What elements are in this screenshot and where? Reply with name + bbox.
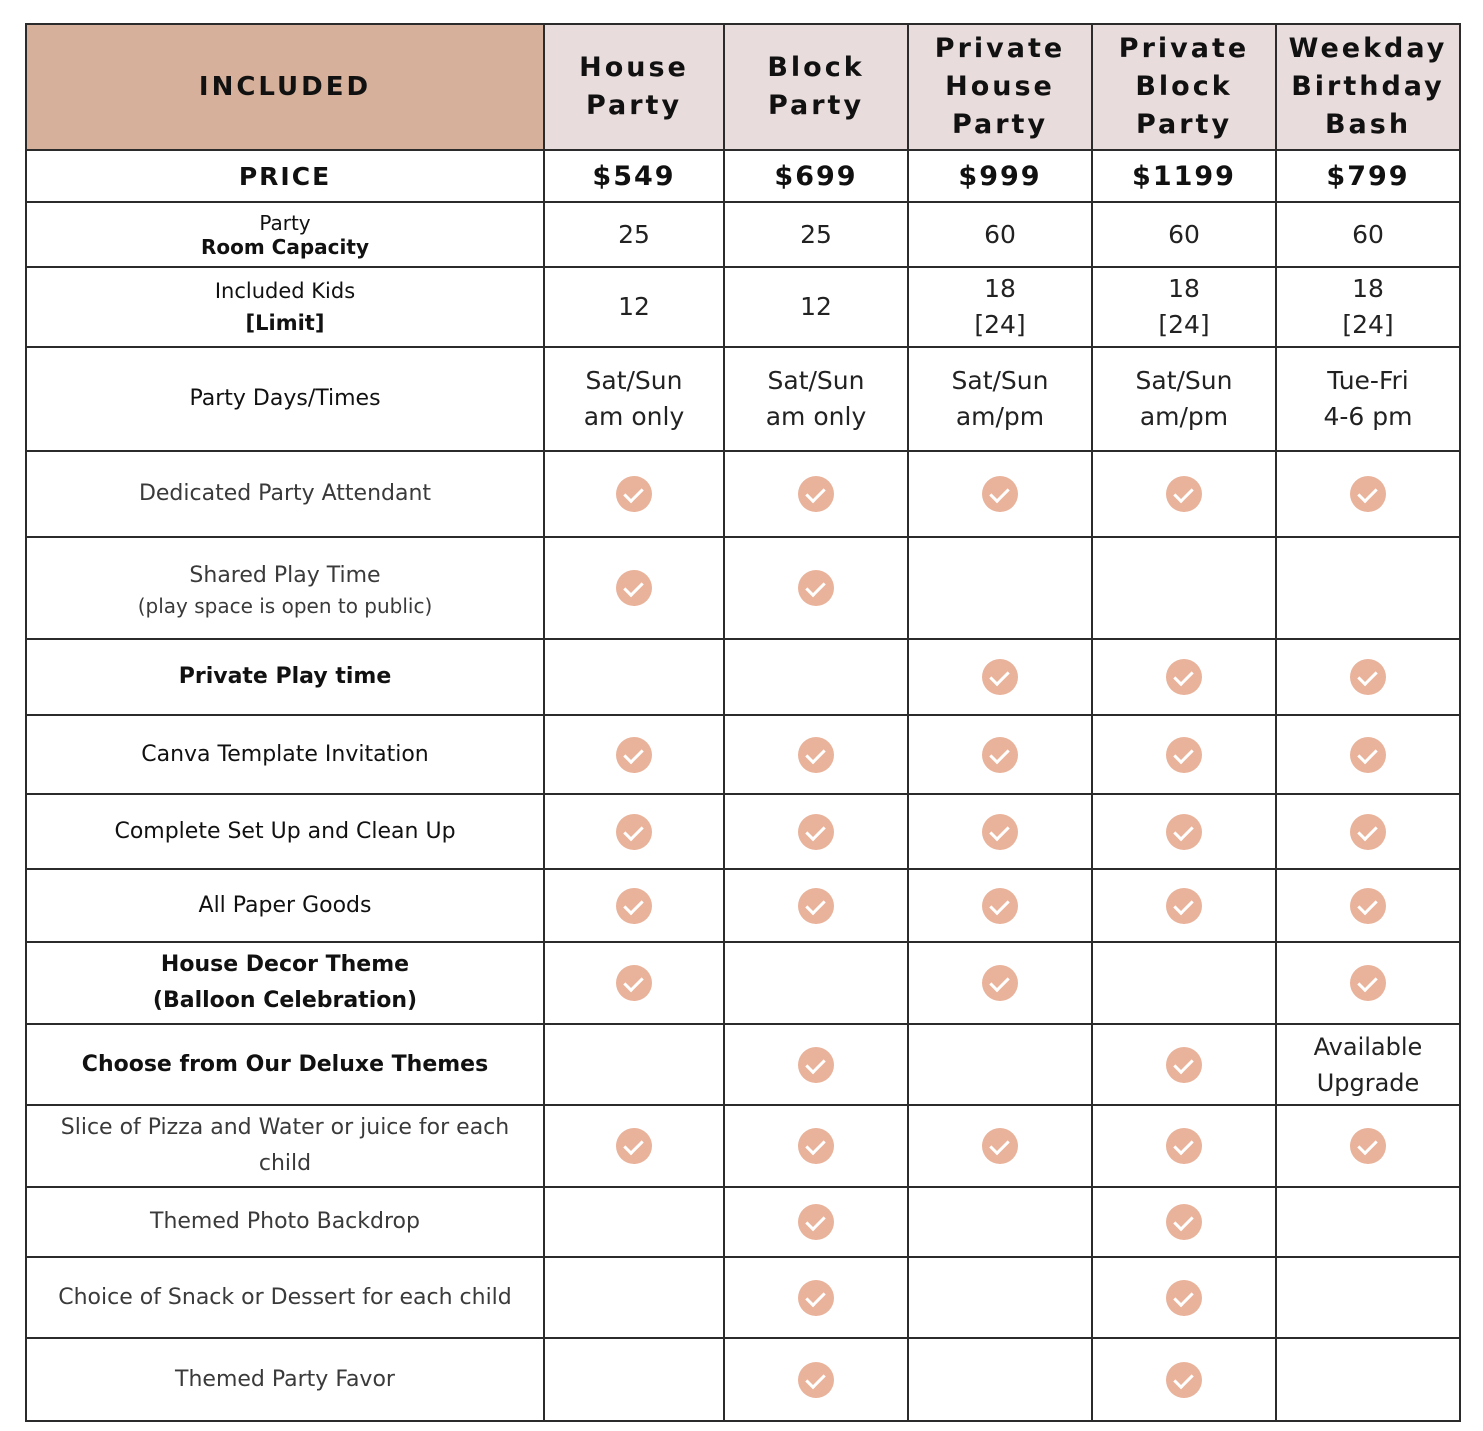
feature-label [26, 942, 544, 1024]
feature-cell [544, 451, 724, 537]
capacity-label-line1: Party [259, 210, 311, 235]
check-circle-icon [616, 965, 652, 1001]
feature-cell [908, 1338, 1092, 1421]
feature-cell [908, 639, 1092, 715]
package-header-line: Private [1118, 33, 1250, 64]
package-header-line: Block [1135, 71, 1233, 102]
capacity-value: 25 [544, 202, 724, 267]
days-value [724, 347, 908, 451]
feature-cell [724, 1338, 908, 1421]
days-value-line: Tue-Fri [1327, 366, 1409, 395]
check-circle-icon [798, 476, 834, 512]
check-circle-icon [798, 1362, 834, 1398]
feature-cell [1092, 942, 1276, 1024]
check-circle-icon [798, 570, 834, 606]
feature-cell [1276, 1338, 1460, 1421]
feature-cell [908, 942, 1092, 1024]
kids-value [1276, 267, 1460, 347]
feature-cell [1092, 639, 1276, 715]
price-label: PRICE [26, 150, 544, 202]
check-circle-icon [1350, 1128, 1386, 1164]
feature-cell [544, 869, 724, 942]
package-header-line: Party [1135, 109, 1233, 140]
kids-value-line: 18 [1168, 274, 1200, 303]
feature-cell [724, 639, 908, 715]
feature-cell [724, 451, 908, 537]
feature-label [26, 639, 544, 715]
check-circle-icon [1350, 476, 1386, 512]
feature-label-line: House Decor Theme [160, 952, 410, 977]
feature-label-line: (play space is open to public) [137, 594, 433, 618]
feature-label [26, 1105, 544, 1187]
feature-row [26, 451, 1460, 537]
kids-value [908, 267, 1092, 347]
feature-cell [1092, 869, 1276, 942]
feature-label [26, 1338, 544, 1421]
days-value [908, 347, 1092, 451]
feature-cell [1092, 1024, 1276, 1105]
package-header-line: Party [767, 90, 865, 121]
package-header-line: Block [767, 52, 865, 83]
package-header-line: Weekday [1288, 33, 1448, 64]
package-header-private-house-party [908, 24, 1092, 150]
feature-cell [1276, 1187, 1460, 1257]
price-value: $999 [908, 150, 1092, 202]
check-circle-icon [798, 1128, 834, 1164]
feature-cell [1092, 537, 1276, 639]
feature-label-line: Choice of Snack or Dessert for each child [58, 1284, 512, 1310]
days-value [1276, 347, 1460, 451]
feature-label [26, 1257, 544, 1338]
feature-cell [1276, 1105, 1460, 1187]
capacity-label [26, 202, 544, 267]
check-circle-icon [1166, 1362, 1202, 1398]
feature-label [26, 1024, 544, 1105]
price-value: $699 [724, 150, 908, 202]
feature-cell [1276, 537, 1460, 639]
days-label: Party Days/Times [26, 347, 544, 451]
check-circle-icon [798, 1047, 834, 1083]
package-header-line: Party [951, 109, 1049, 140]
feature-cell [1276, 451, 1460, 537]
feature-label-line: (Balloon Celebration) [152, 988, 418, 1013]
check-circle-icon [798, 814, 834, 850]
kids-value [724, 267, 908, 347]
check-circle-icon [1350, 814, 1386, 850]
feature-cell [1092, 794, 1276, 869]
capacity-value: 60 [908, 202, 1092, 267]
pricing-comparison-table [25, 23, 1461, 1422]
check-circle-icon [1166, 737, 1202, 773]
table-body [26, 24, 1460, 1421]
feature-row [26, 1105, 1460, 1187]
feature-cell [1276, 639, 1460, 715]
kids-row [26, 267, 1460, 347]
check-circle-icon [982, 1128, 1018, 1164]
feature-cell [908, 869, 1092, 942]
check-circle-icon [1350, 888, 1386, 924]
feature-cell [908, 1105, 1092, 1187]
feature-cell [724, 942, 908, 1024]
package-header-house-party [544, 24, 724, 150]
feature-cell [1092, 715, 1276, 794]
feature-cell [1276, 1257, 1460, 1338]
capacity-row [26, 202, 1460, 267]
kids-value-line: 18 [1352, 274, 1384, 303]
check-circle-icon [982, 814, 1018, 850]
price-value: $1199 [1092, 150, 1276, 202]
feature-cell [724, 1105, 908, 1187]
package-header-line: House [579, 52, 689, 83]
feature-cell [908, 1187, 1092, 1257]
feature-cell [1276, 942, 1460, 1024]
capacity-label-line2: Room Capacity [201, 234, 369, 259]
feature-label [26, 1187, 544, 1257]
check-circle-icon [1166, 1204, 1202, 1240]
check-circle-icon [982, 737, 1018, 773]
feature-label-line: Shared Play Time [189, 563, 381, 588]
days-value [544, 347, 724, 451]
feature-cell [724, 537, 908, 639]
feature-label-line: Themed Party Favor [175, 1366, 395, 1392]
feature-row [26, 942, 1460, 1024]
kids-value-line: 12 [800, 292, 832, 321]
feature-row [26, 1187, 1460, 1257]
feature-cell [1276, 794, 1460, 869]
feature-cell [724, 715, 908, 794]
feature-cell [908, 537, 1092, 639]
feature-cell [1276, 869, 1460, 942]
check-circle-icon [1350, 737, 1386, 773]
feature-label-line: Themed Photo Backdrop [150, 1209, 420, 1234]
feature-cell [1092, 1338, 1276, 1421]
check-circle-icon [616, 737, 652, 773]
check-circle-icon [798, 1280, 834, 1316]
kids-value [544, 267, 724, 347]
feature-cell [724, 869, 908, 942]
feature-row [26, 1024, 1460, 1105]
check-circle-icon [798, 1204, 834, 1240]
feature-cell [724, 794, 908, 869]
check-circle-icon [1166, 814, 1202, 850]
check-circle-icon [1166, 1280, 1202, 1316]
feature-cell [544, 1187, 724, 1257]
feature-row [26, 869, 1460, 942]
feature-row [26, 794, 1460, 869]
feature-label [26, 794, 544, 869]
check-circle-icon [1166, 476, 1202, 512]
kids-value-line: [24] [1158, 310, 1210, 339]
feature-cell [544, 942, 724, 1024]
package-header-line: House [945, 71, 1055, 102]
check-circle-icon [982, 965, 1018, 1001]
capacity-value: 60 [1276, 202, 1460, 267]
feature-label [26, 451, 544, 537]
price-value: $799 [1276, 150, 1460, 202]
check-circle-icon [1166, 1047, 1202, 1083]
days-value-line: am only [583, 402, 685, 431]
feature-label-line: Private Play time [178, 664, 392, 689]
days-value-line: am/pm [1139, 402, 1229, 431]
check-circle-icon [1166, 659, 1202, 695]
feature-cell [908, 451, 1092, 537]
feature-cell [1276, 715, 1460, 794]
check-circle-icon [1166, 888, 1202, 924]
price-value: $549 [544, 150, 724, 202]
feature-cell [908, 1024, 1092, 1105]
feature-note: Available Upgrade [1313, 1032, 1423, 1097]
feature-label-line: Complete Set Up and Clean Up [114, 818, 456, 844]
feature-cell [724, 1257, 908, 1338]
feature-label-line: child [258, 1151, 312, 1176]
feature-label [26, 537, 544, 639]
feature-row [26, 1338, 1460, 1421]
feature-label [26, 869, 544, 942]
package-header-line: Private [934, 33, 1066, 64]
check-circle-icon [1166, 1128, 1202, 1164]
feature-cell [908, 1257, 1092, 1338]
days-value [1092, 347, 1276, 451]
feature-row [26, 715, 1460, 794]
check-circle-icon [616, 888, 652, 924]
check-circle-icon [798, 888, 834, 924]
feature-cell [724, 1024, 908, 1105]
feature-label-line: All Paper Goods [198, 892, 372, 918]
days-value-line: Sat/Sun [951, 366, 1049, 395]
kids-value-line: [24] [1342, 310, 1394, 339]
feature-row [26, 537, 1460, 639]
days-value-line: am only [765, 402, 867, 431]
check-circle-icon [982, 888, 1018, 924]
feature-label [26, 715, 544, 794]
days-value-line: Sat/Sun [1135, 366, 1233, 395]
days-row [26, 347, 1460, 451]
feature-row [26, 639, 1460, 715]
feature-cell [544, 537, 724, 639]
check-circle-icon [798, 737, 834, 773]
feature-row [26, 1257, 1460, 1338]
feature-label-line: Slice of Pizza and Water or juice for each [60, 1115, 510, 1140]
feature-label-line: Dedicated Party Attendant [138, 481, 432, 506]
package-header-private-block-party [1092, 24, 1276, 150]
feature-cell [1092, 1257, 1276, 1338]
price-row [26, 150, 1460, 202]
capacity-value: 60 [1092, 202, 1276, 267]
check-circle-icon [616, 570, 652, 606]
feature-cell [1092, 451, 1276, 537]
package-header-weekday-birthday-bash [1276, 24, 1460, 150]
check-circle-icon [616, 814, 652, 850]
feature-cell [1276, 1024, 1460, 1105]
kids-value-line: [24] [974, 310, 1026, 339]
kids-label-line1: Included Kids [214, 279, 356, 303]
check-circle-icon [616, 1128, 652, 1164]
feature-cell [544, 1257, 724, 1338]
check-circle-icon [1350, 659, 1386, 695]
package-header-block-party [724, 24, 908, 150]
feature-cell [908, 715, 1092, 794]
feature-cell [544, 1024, 724, 1105]
feature-cell [544, 1338, 724, 1421]
days-value-line: 4-6 pm [1323, 402, 1413, 431]
days-value-line: am/pm [955, 402, 1045, 431]
feature-cell [908, 794, 1092, 869]
kids-label [26, 267, 544, 347]
package-header-line: Bash [1324, 109, 1412, 140]
days-value-line: Sat/Sun [767, 366, 865, 395]
feature-cell [1092, 1187, 1276, 1257]
feature-cell [544, 794, 724, 869]
feature-cell [544, 1105, 724, 1187]
feature-cell [544, 639, 724, 715]
feature-label-line: Canva Template Invitation [141, 741, 429, 767]
header-row [26, 24, 1460, 150]
check-circle-icon [982, 476, 1018, 512]
kids-value-line: 12 [618, 292, 650, 321]
days-value-line: Sat/Sun [585, 366, 683, 395]
check-circle-icon [1350, 965, 1386, 1001]
kids-value-line: 18 [984, 274, 1016, 303]
kids-value [1092, 267, 1276, 347]
capacity-value: 25 [724, 202, 908, 267]
feature-label-line: Choose from Our Deluxe Themes [81, 1051, 489, 1077]
package-header-line: Party [585, 90, 683, 121]
kids-label-line2: [Limit] [245, 311, 325, 335]
package-header-line: Birthday [1291, 71, 1445, 102]
feature-cell [544, 715, 724, 794]
check-circle-icon [616, 476, 652, 512]
feature-cell [724, 1187, 908, 1257]
feature-cell [1092, 1105, 1276, 1187]
included-header: INCLUDED [26, 24, 544, 150]
check-circle-icon [982, 659, 1018, 695]
